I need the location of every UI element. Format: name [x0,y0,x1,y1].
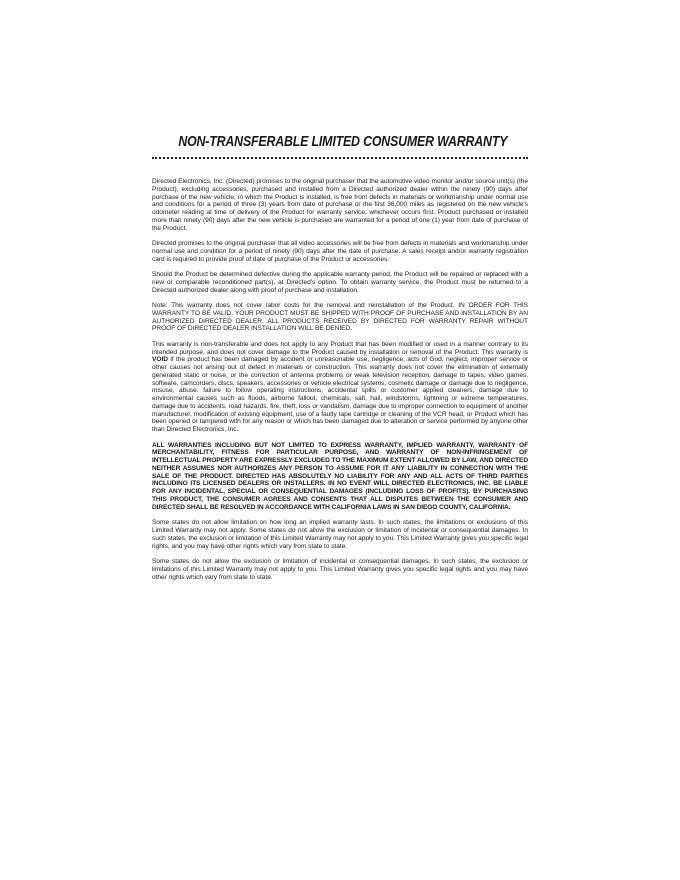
defect-paragraph: Should the Product be determined defective during the applicable warranty period, the Product will be repaired or replaced with a new or comparable reconditioned part(s), at Directed's option. To obtain warranty service, the Product must be returned to a Directed authorized dealer along with proof of purchase and installation. [152,271,528,294]
warranty-title: NON-TRANSFERABLE LIMITED CONSUMER WARRANTY [178,134,508,150]
exclusions-text-before: This warranty is non-transferable and does not apply to any Product that has been modified or used in a manner contrary to its intended purpose, and does not cover damage to the Product caused by installation or removal of the Product. This warranty is [152,340,528,356]
coverage-paragraph: Directed Electronics, Inc. (Directed) promises to the original purchaser that the automotive video monitor and/or source unit(s) (the Product), excluding accessories, purchased and installed from a Directed authorized dealer within the ninety (90) days after purchase of the new vehicle, in which the Product is installed, is free from defects in materials or workmanship under normal use and conditions for a period of three (3) years from date of purchase or the first 36,000 miles as registered on the new vehicle's odometer reading at time of delivery of the Product for warranty service, whichever occurs first. Product purchased or installed more than ninety (90) days after the new vehicle is purchased are warranted for a period of one (1) year from date of purchase of the Product. [152,178,528,232]
accessories-paragraph: Directed promises to the original purchaser that all video accessories will be free from defects in materials and workmanship under normal use and condition for a period of ninety (90) days after the date of purchase. A sales receipt and/or warranty registration card is required to provide proof of date of purchase of the Product or accessories. [152,240,528,263]
note-paragraph: Note: This warranty does not cover labor costs for the removal and reinstallation of the Product. IN ORDER FOR THIS WARRANTY TO BE VALID, YOUR PRODUCT MUST BE SHIPPED WITH PROOF OF PURCHASE AND INSTALLATION BY AN AUTHORIZED DIRECTED DEALER. ALL PRODUCTS RECEIVED BY DIRECTED FOR WARRANTY REPAIR WITHOUT PROOF OF DIRECTED DEALER INSTALLATION WILL BE DENIED. [152,302,528,333]
dotted-divider [152,157,528,162]
state-limitations-paragraph: Some states do not allow limitation on how long an implied warranty lasts. In such states, the limitations or exclusions of this Limited Warranty may not apply. Some states do not allow the exclusion or limitation of incidental or consequential damages. In such states, the exclusion or limitation of this Limited Warranty may not apply to you. This Limited Warranty gives you specific legal rights, and you may have other rights which vary from state to state. [152,519,528,550]
disclaimer-paragraph: ALL WARRANTIES INCLUDING BUT NOT LIMITED TO EXPRESS WARRANTY, IMPLIED WARRANTY, WARRANTY OF MERCHANTABILITY, FITNESS FOR PARTICULAR PURPOSE, AND WARRANTY OF NON-INFRINGEMENT OF INTELLECTUAL PROPERTY ARE EXPRESSLY EXCLUDED TO THE MAXIMUM EXTENT ALLOWED BY LAW, AND DIRECTED NEITHER ASSUMES NOR AUTHORIZES ANY PERSON TO ASSUME FOR IT ANY LIABILITY IN CONNECTION WITH THE SALE OF THE PRODUCT. DIRECTED HAS ABSOLUTELY NO LIABILITY FOR ANY AND ALL ACTS OF THIRD PARTIES INCLUDING ITS LICENSED DEALERS OR INSTALLERS. IN NO EVENT WILL DIRECTED ELECTRONICS, INC. BE LIABLE FOR ANY INCIDENTAL, SPECIAL OR CONSEQUENTIAL DAMAGES (INCLUDING LOSS OF PROFITS). BY PURCHASING THIS PRODUCT, THE CONSUMER AGREES AND CONSENTS THAT ALL DISPUTES BETWEEN THE CONSUMER AND DIRECTED SHALL BE RESOLVED IN ACCORDANCE WITH CALIFORNIA LAWS IN SAN DIEGO COUNTY, CALIFORNIA. [152,441,528,511]
exclusions-text-after: if the product has been damaged by accident or unreasonable use, negligence, acts of God, neglect, improper service or other causes not arising out of defect in materials or construction. This warranty does not cover the elimination of externally generated static or noise, or the correction of antenna problems or weak television reception, damage to tapes, video games, software, camcorders, discs, speakers, accessories or vehicle electrical systems, cosmetic damage or damage due to negligence, misuse, abuse, failure to follow operating instructions, accidental spills or customer applied cleaners, damage due to environmental causes such as floods, airborne fallout, chemicals, salt, hail, windstorms, lightning or extreme temperatures, damage due to accidents, road hazards, fire, theft, loss or vandalism, damage due to improper connection to equipment of another manufacturer, modification of existing equipment, use of a faulty tape cartridge or cleaning of the VCR head, or Product which has been opened or tampered with for any reason or which has been damaged due to alteration or service performed by anyone other than Directed Electronics, Inc. [152,356,528,434]
exclusions-paragraph [152,341,528,434]
warranty-page [152,133,528,589]
state-exclusions-paragraph: Some states do not allow the exclusion or limitation of incidental or consequential damages. In such states, the exclusion or limitations of this Limited Warranty may not apply to you. This Limited Warranty gives you specific legal rights and you may have other rights which vary from state to state. [152,558,528,581]
void-emphasis: VOID [152,356,168,364]
warranty-body [152,178,528,581]
